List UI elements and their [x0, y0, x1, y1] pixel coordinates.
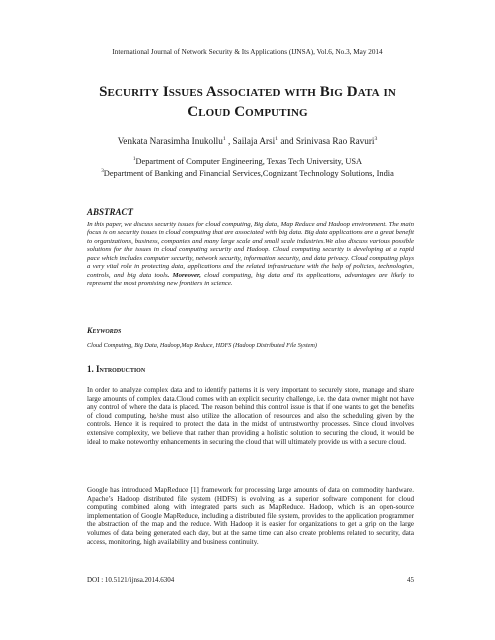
paper-title: [40, 82, 455, 122]
abstract-heading: ABSTRACT: [87, 207, 134, 217]
section-heading-introduction: 1. Introduction: [87, 364, 146, 374]
author-list: [0, 136, 495, 146]
affiliation-mark: 3: [101, 167, 104, 174]
affiliation: [0, 168, 495, 180]
abstract-body: [87, 221, 414, 289]
author-affiliation-mark: 3: [374, 135, 378, 142]
title-line-2: Cloud Computing: [187, 104, 308, 120]
title-line-1: Security Issues Associated with Big Data in: [99, 84, 396, 100]
abstract-text: In this paper, we discuss security issues for cloud computing, Big data, Map Reduce and Hadoop environment. The main focus is on security issues in cloud computing that are associated with big data. Big data applications are a great benefit to organizations, business, companies and many large scale and small scale industries.We also discuss various possible solutions for the issues in cloud computing security and Hadoop. Cloud computing security is developing at a rapid pace which includes computer security, network security, information security, and data privacy. Cloud computing plays a very vital role in protecting data, applications and the related infrastructure with the help of policies, technologies, controls, and big data tools: [87, 221, 414, 279]
abstract-text-tail: cloud computing, big data and its applications, advantages are likely to represent the most promising new frontiers in science.: [87, 271, 414, 288]
author-name: Sailaja Arsi: [232, 136, 276, 146]
author-affiliation-mark: 1: [222, 135, 226, 142]
author-separator: and: [278, 136, 296, 146]
body-paragraph: Google has introduced MapReduce [1] framework for processing large amounts of data on commodity hardware. Apache’s Hadoop distributed file system (HDFS) is evolving as a superior software component for cloud computing combined along with integrated parts such as MapReduce. Hadoop, which is an open-source implementation of Google MapReduce, including a distributed file system, provides to the application programmer the abstraction of the map and the reduce. With Hadoop it is easier for organizations to get a grip on the large volumes of data being generated each day, but at the same time can also create problems related to security, data access, monitoring, high availability and business continuity.: [87, 486, 414, 546]
author-name: Venkata Narasimha Inukollu: [117, 136, 223, 146]
affiliations: [0, 156, 495, 179]
affiliation-text: Department of Computer Engineering, Texas Tech University, USA: [135, 157, 363, 166]
author-affiliation-mark: 1: [275, 135, 279, 142]
keywords-list: Cloud Computing, Big Data, Hadoop,Map Reduce, HDFS (Hadoop Distributed File System): [87, 342, 317, 349]
page-number: 45: [407, 576, 414, 584]
journal-header: International Journal of Network Security & Its Applications (IJNSA), Vol.6, No.3, May 2014: [112, 48, 383, 56]
body-paragraph: In order to analyze complex data and to identify patterns it is very important to securely store, manage and share large amounts of complex data.Cloud comes with an explicit security challenge, i.e. the data owner might not have any control of where the data is placed. The reason behind this control issue is that if one wants to get the benefits of cloud computing, he/she must also utilize the allocation of resources and also the scheduling given by the controls. Hence it is required to protect the data in the midst of untrustworthy processes. Since cloud involves extensive complexity, we believe that rather than providing a holistic solution to securing the cloud, it would be ideal to make noteworthy enhancements in securing the cloud that will ultimately provide us with a secure cloud.: [87, 386, 414, 446]
abstract-bold-fragment: . Moreover,: [167, 271, 201, 279]
author-name: Srinivasa Rao Ravuri: [295, 136, 375, 146]
keywords-heading: Keywords: [87, 326, 122, 335]
affiliation: [0, 156, 495, 168]
page-footer: [87, 576, 414, 584]
affiliation-text: Department of Banking and Financial Services,Cognizant Technology Solutions, India: [103, 168, 394, 178]
author-separator: ,: [225, 136, 233, 146]
affiliation-mark: 1: [132, 156, 136, 163]
doi-link[interactable]: DOI : 10.5121/ijnsa.2014.6304: [87, 576, 175, 584]
